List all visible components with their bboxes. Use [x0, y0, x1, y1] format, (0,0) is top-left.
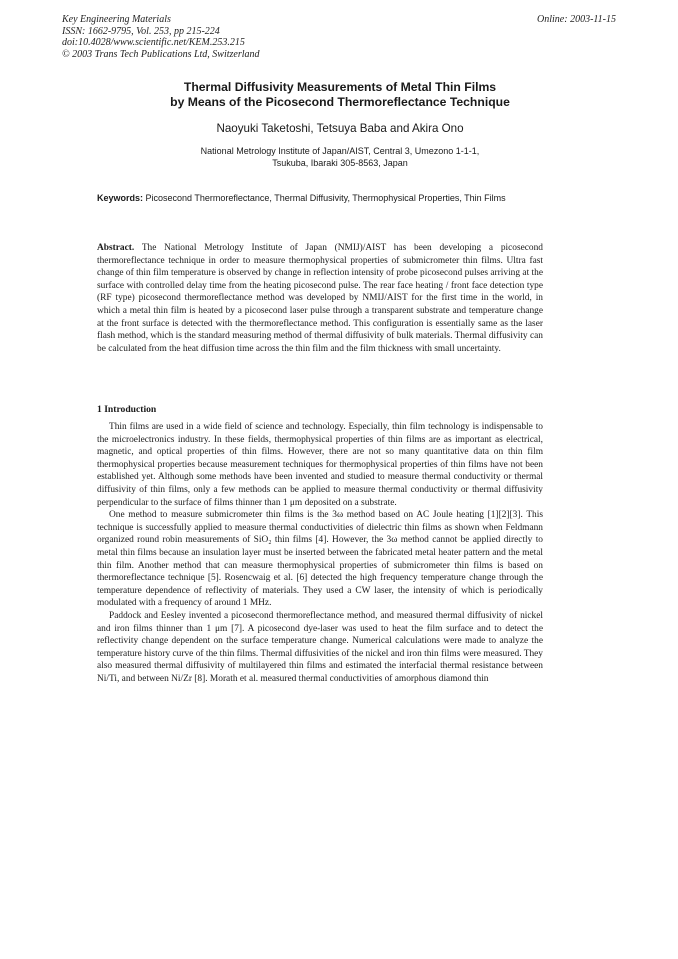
authors: Naoyuki Taketoshi, Tetsuya Baba and Akira Ono [216, 122, 464, 135]
affiliation [70, 146, 610, 169]
affiliation-line-2: Tsukuba, Ibaraki 305-8563, Japan [272, 157, 408, 168]
introduction-body [97, 421, 543, 685]
paper-title [70, 80, 610, 110]
abstract-label: Abstract. [97, 243, 135, 253]
intro-paragraph-2: One method to measure submicrometer thin films is the 3ω method based on AC Joule heating [1][2][3]. This technique is successfully applied to measure thermal conductivities of dielectric thin films as shown when Feldmann organized round robin measurements of SiO₂ thin films [4]. However, the 3ω method cannot be applied directly to metal thin films because an insulation layer must be inserted between the fabricated metal heater pattern and the metal thin film. Another method that can measure thermophysical properties of submicrometer thin films is based on thermoreflectance technique [5]. Rosencwaig et al. [6] detected the high frequency temperature change through the temperature dependence of reflectivity of materials. They used a CW laser, the intensity of which is periodically modulated with a frequency of around 1 MHz. [97, 510, 543, 609]
affiliation-line-1: National Metrology Institute of Japan/AIST, Central 3, Umezono 1-1-1, [200, 146, 480, 156]
doi-line: doi:10.4028/www.scientific.net/KEM.253.215 [62, 37, 245, 48]
journal-name: Key Engineering Materials [62, 14, 171, 25]
abstract-text: The National Metrology Institute of Japan (NMIJ)/AIST has been developing a picosecond thermoreflectance technique in order to measure thermophysical properties of submicrometer thin films. Ultra fast change of thin film temperature is observed by change in reflection intensity of probe picosecond pulses arriving at the surface with controlled delay time from the heating picosecond pulse. The rear face heating / front face detection type (RF type) picosecond thermoreflectance method was developed by NMIJ/AIST for the first time in the world, in which a metal thin film is heated by a picosecond laser pulse through a transparent substrate and temperature change at the front surface is detected with the thermoreflectance method. This configuration is essentially same as the laser flash method, which is the standard measuring method of thermal diffusivity of bulk materials. Thermal diffusivity can be calculated from the heat diffusion time across the thin film and the film thickness with small uncertainty. [97, 243, 543, 354]
title-line-2: by Means of the Picosecond Thermoreflectance Technique [170, 95, 510, 109]
title-line-1: Thermal Diffusivity Measurements of Metal Thin Films [183, 80, 497, 94]
keywords-label: Keywords: [97, 193, 144, 203]
keywords-text: Picosecond Thermoreflectance, Thermal Diffusivity, Thermophysical Properties, Thin Films [145, 193, 506, 203]
online-date: Online: 2003-11-15 [537, 14, 616, 25]
keywords [97, 192, 542, 204]
abstract [97, 242, 543, 355]
journal-header [62, 14, 482, 60]
section-heading: 1 Introduction [97, 404, 157, 415]
copyright-line: © 2003 Trans Tech Publications Ltd, Switzerland [62, 48, 260, 60]
intro-paragraph-1: Thin films are used in a wide field of science and technology. Especially, thin film technology is indispensable to the microelectronics industry. In these fields, thermophysical properties of thin films are as important as electrical, magnetic, and optical properties of thin films. However, there are not so many quantitative data on thin film thermophysical properties because measurement techniques for thermophysical properties of thin films have not been established yet. Although some methods have been invented and studied to measure thermal conductivity or thermal diffusivity of thin films, only a few methods can be applied to measure thermal conductivity or thermal diffusivity perpendicular to the surface of films thinner than 1 μm deposited on a substrate. [97, 422, 543, 508]
intro-paragraph-3: Paddock and Eesley invented a picosecond thermoreflectance method, and measured thermal diffusivity of nickel and iron films thinner than 1 μm [7]. A picosecond dye-laser was used to heat the film surface and to detect the reflectivity change dependent on the surface temperature change. Numerical calculations were made to analyze the temperature history curve of the thin films. Thermal diffusivities of the nickel and iron thin films were measured. They also measured thermal diffusivity of multilayered thin films and estimated the interfacial thermal resistance between Ni/Ti, and between Ni/Zr [8]. Morath et al. measured thermal conductivities of amorphous diamond thin [97, 610, 543, 684]
issn-line: ISSN: 1662-9795, Vol. 253, pp 215-224 [62, 25, 220, 37]
